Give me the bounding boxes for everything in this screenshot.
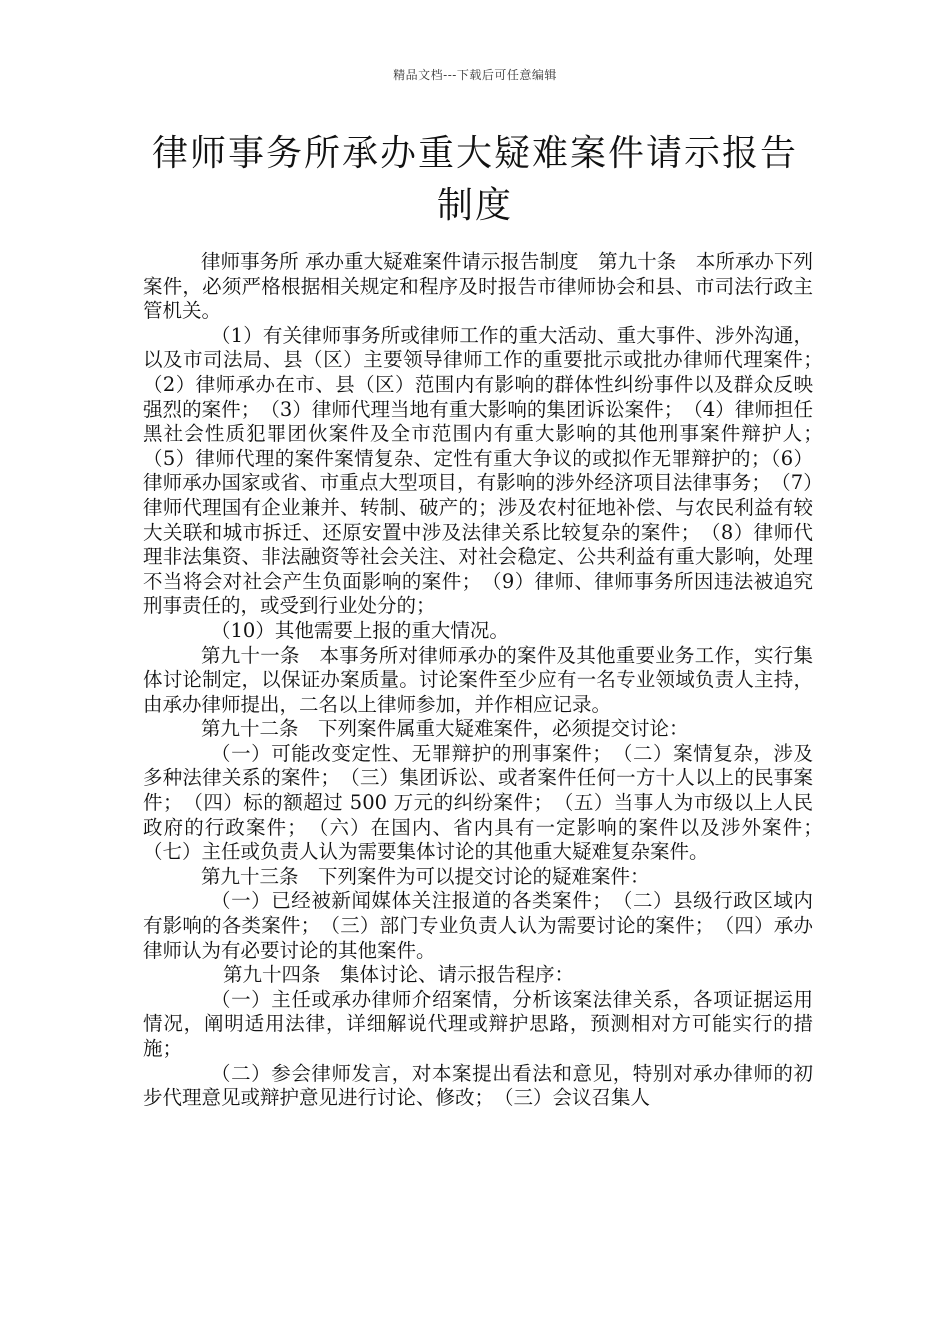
paragraph-article-90-items: （1）有关律师事务所或律师工作的重大活动、重大事件、涉外沟通，以及市司法局、县（区）主要领导律师工作的重要批示或批办律师代理案件； （2）律师承办在市、县（区）范围内有影响的群体性纠纷事件以及群众反映强烈的案件； （3）律师代理当地有重大影响的集团诉讼案件； （4）律师担任黑社会性质犯罪团伙案件及全市范围内有重大影响的其他刑事案件辩护人； （5）律师代理的案件案情复杂、定性有重大争议的或拟作无罪辩护的；（6）律师承办国家或省、市重点大型项目，有影响的涉外经济项目法律事务； （7）律师代理国有企业兼并、转制、破产的；涉及农村征地补偿、与农民利益有较大关联和城市拆迁、还原安置中涉及法律关系比较复杂的案件； （8）律师代理非法集资、非法融资等社会关注、对社会稳定、公共利益有重大影响，处理不当将会对社会产生负面影响的案件； （9）律师、律师事务所因违法被追究刑事责任的，或受到行业处分的； [143,323,833,618]
paragraph-article-94-step-2: （二）参会律师发言，对本案提出看法和意见，特别对承办律师的初步代理意见或辩护意见进行讨论、修改； （三）会议召集人 [143,1061,813,1110]
paragraph-article-94-step-1: （一）主任或承办律师介绍案情，分析该案法律关系，各项证据运用情况，阐明适用法律，详细解说代理或辩护思路，预测相对方可能实行的措施； [143,987,813,1060]
document-body [143,250,833,1111]
paragraph-article-92-items: （一）可能改变定性、无罪辩护的刑事案件； （二）案情复杂，涉及多种法律关系的案件； （三）集团诉讼、或者案件任何一方十人以上的民事案件； （四）标的额超过 500 万元的纠纷案件； （五）当事人为市级以上人民政府的行政案件； （六）在国内、省内具有一定影响的案件以及涉外案件； （七）主任或负责人认为需要集体讨论的其他重大疑难复杂案件。 [143,741,833,864]
document-title: 律师事务所承办重大疑难案件请示报告制度 [151,133,798,226]
paragraph-article-94: 第九十四条 集体讨论、请示报告程序： [223,963,575,987]
paragraph-article-93-items: （一）已经被新闻媒体关注报道的各类案件； （二）县级行政区域内有影响的各类案件； （三）部门专业负责人认为需要讨论的案件； （四）承办律师认为有必要讨论的其他案件。 [143,889,813,962]
paragraph-article-93: 第九十三条 下列案件为可以提交讨论的疑难案件： [201,864,650,888]
paragraph-article-92: 第九十二条 下列案件属重大疑难案件，必须提交讨论： [201,717,689,741]
page-header: 精品文档---下载后可任意编辑 [393,68,557,82]
paragraph-article-90: 律师事务所 承办重大疑难案件请示报告制度 第九十条 本所承办下列案件，必须严格根据相关规定和程序及时报告市律师协会和县、市司法行政主管机关。 [143,250,813,323]
paragraph-article-91: 第九十一条 本事务所对律师承办的案件及其他重要业务工作，实行集体讨论制定，以保证办案质量。讨论案件至少应有一名专业领域负责人主持，由承办律师提出，二名以上律师参加，并作相应记录。 [143,643,813,716]
paragraph-item-10: （10）其他需要上报的重大情况。 [211,618,509,642]
